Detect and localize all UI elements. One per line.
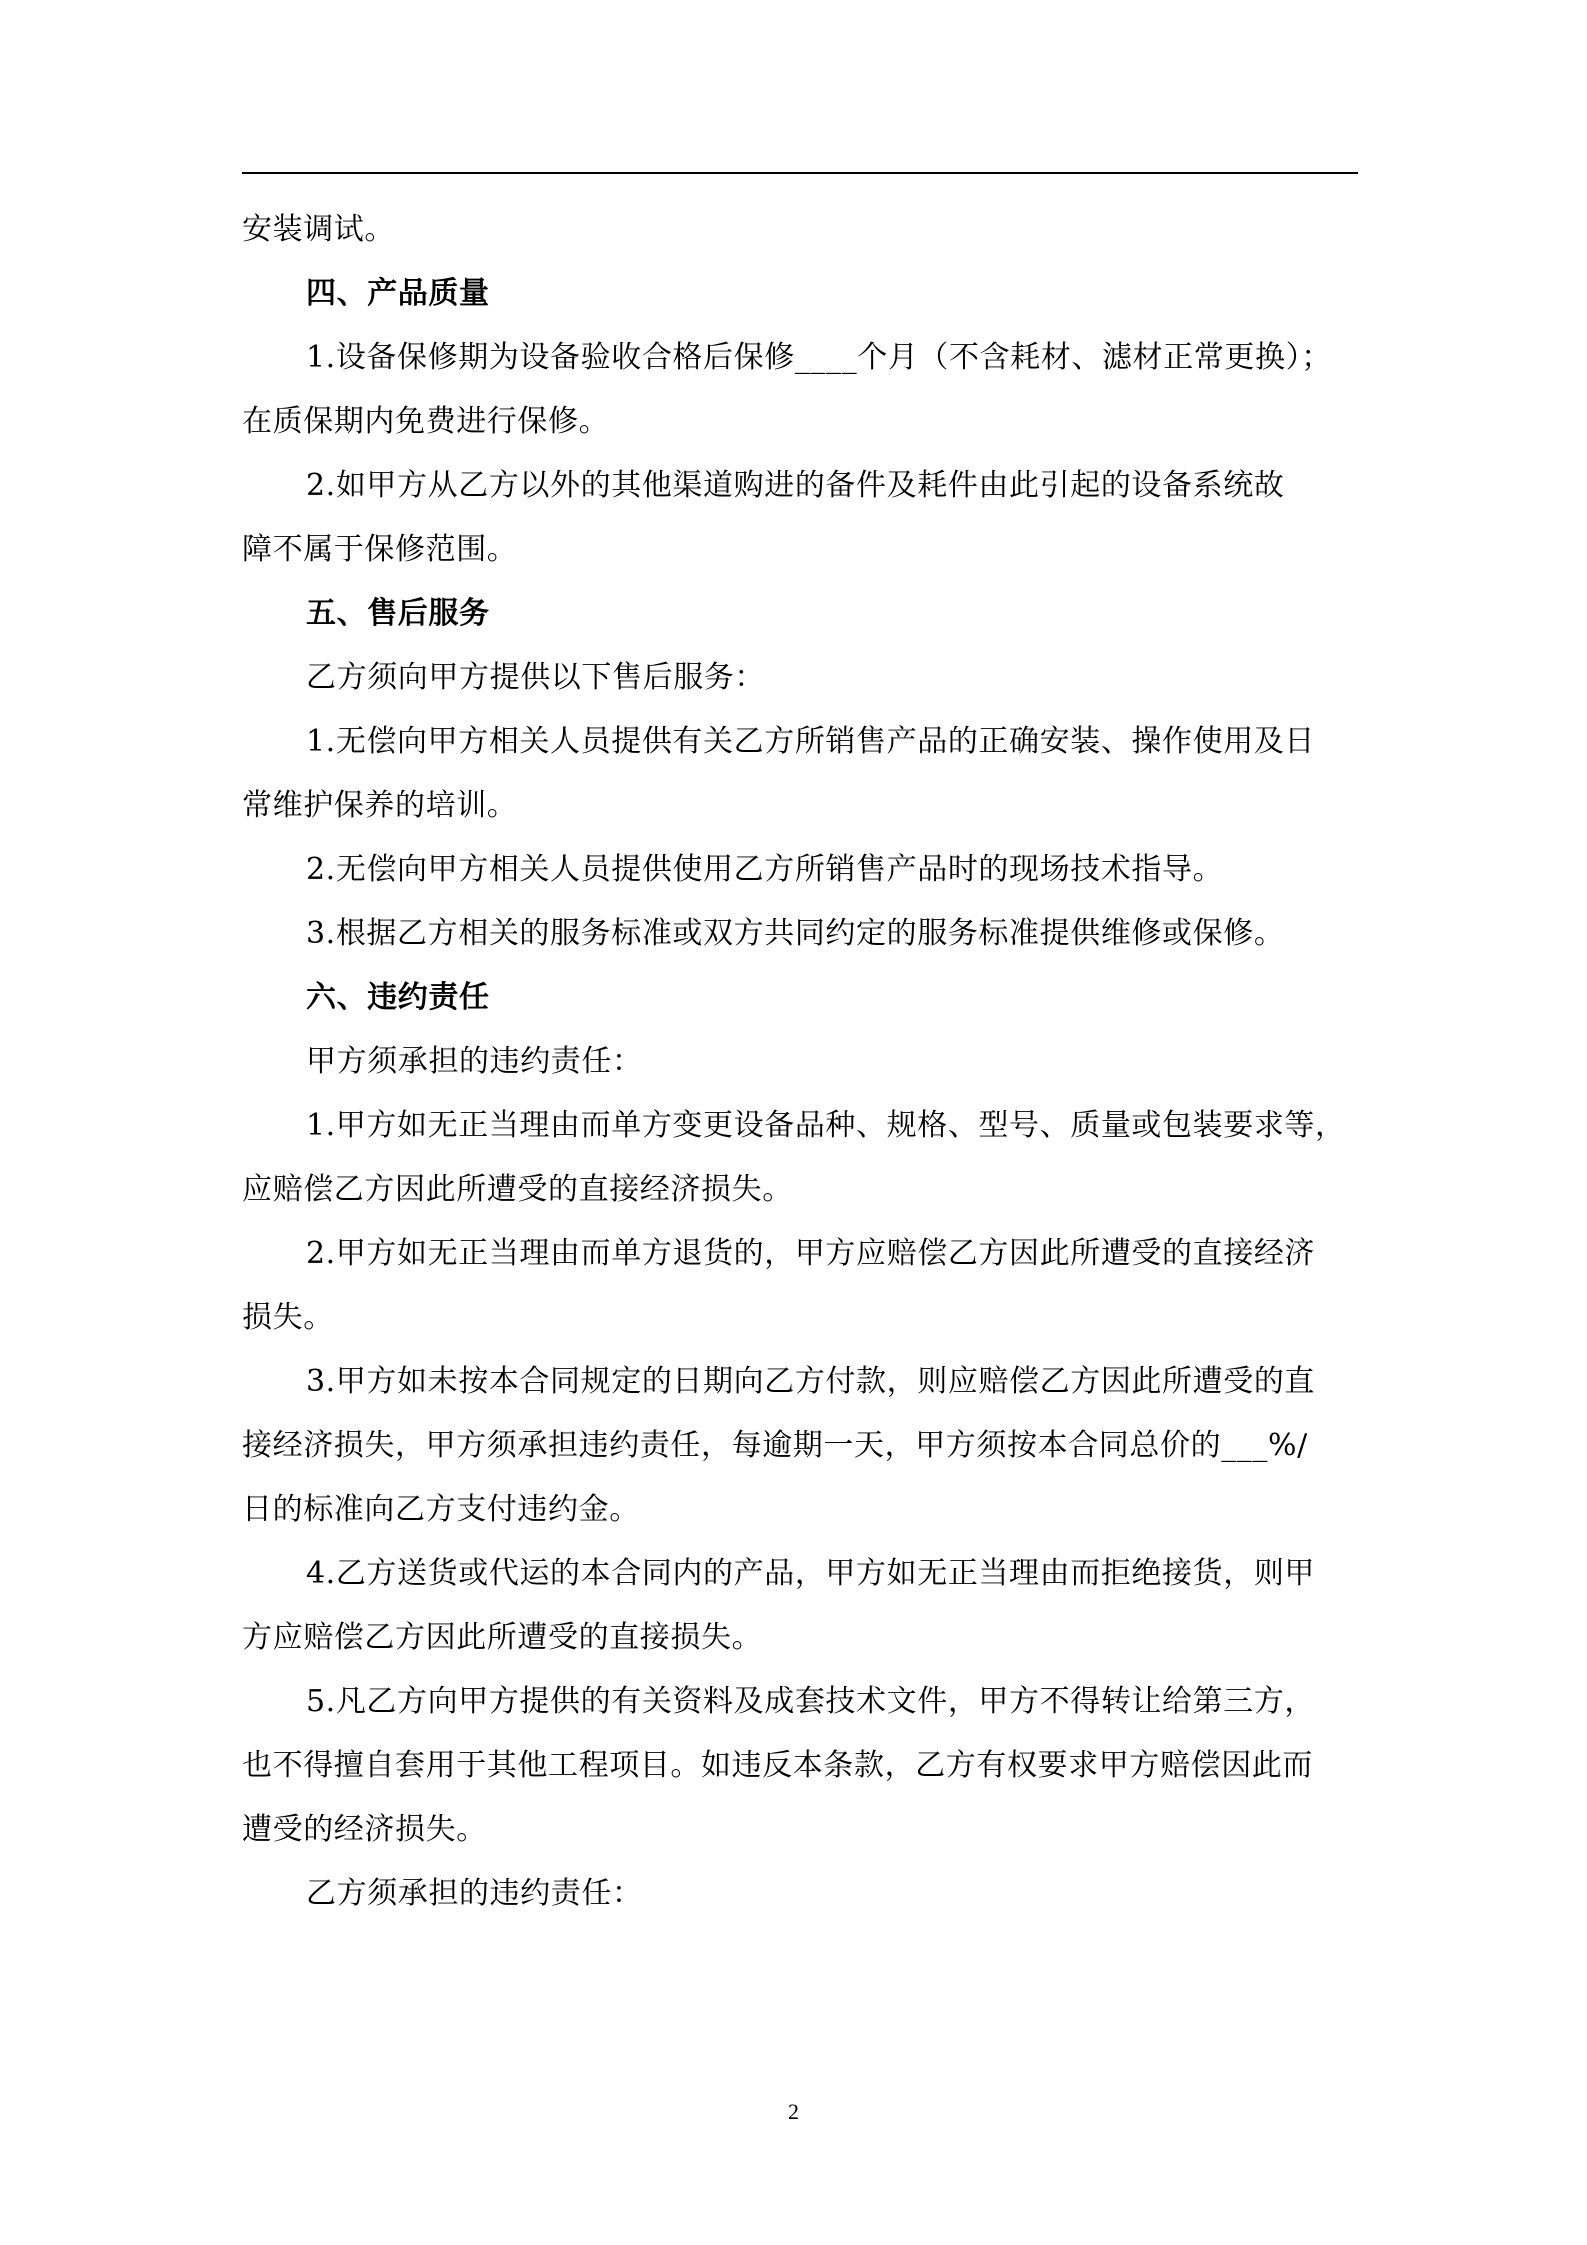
document-body: [242, 198, 1358, 1926]
paragraph-line: 在质保期内免费进行保修。: [242, 404, 610, 439]
paragraph-line: 2.甲方如无正当理由而单方退货的，甲方应赔偿乙方因此所遭受的直接经济: [306, 1236, 1316, 1271]
paragraph-line: 安装调试。: [242, 212, 395, 247]
paragraph-line: 遭受的经济损失。: [242, 1812, 487, 1847]
section-heading-liability: 六、违约责任: [306, 980, 490, 1015]
paragraph-line: 3.甲方如未按本合同规定的日期向乙方付款，则应赔偿乙方因此所遭受的直: [306, 1364, 1316, 1399]
page-number: 2: [788, 2099, 799, 2124]
paragraph-line: 4.乙方送货或代运的本合同内的产品，甲方如无正当理由而拒绝接货，则甲: [306, 1556, 1316, 1591]
paragraph-line: 常维护保养的培训。: [242, 788, 518, 823]
paragraph-line: 1.无偿向甲方相关人员提供有关乙方所销售产品的正确安装、操作使用及日: [306, 724, 1316, 759]
paragraph-line: 乙方须向甲方提供以下售后服务：: [306, 660, 765, 695]
paragraph-line: 接经济损失，甲方须承担违约责任，每逾期一天，甲方须按本合同总价的___%/: [242, 1428, 1308, 1463]
paragraph-line: 3.根据乙方相关的服务标准或双方共同约定的服务标准提供维修或保修。: [306, 916, 1285, 951]
paragraph-line: 损失。: [242, 1300, 334, 1335]
paragraph-line: 甲方须承担的违约责任：: [306, 1044, 643, 1079]
paragraph-line: 1.甲方如无正当理由而单方变更设备品种、规格、型号、质量或包装要求等，: [306, 1108, 1346, 1143]
paragraph-line: 1.设备保修期为设备验收合格后保修____个月（不含耗材、滤材正常更换）；: [306, 340, 1332, 375]
paragraph-line: 方应赔偿乙方因此所遭受的直接损失。: [242, 1620, 763, 1655]
paragraph-line: 应赔偿乙方因此所遭受的直接经济损失。: [242, 1172, 793, 1207]
paragraph-line: 2.如甲方从乙方以外的其他渠道购进的备件及耗件由此引起的设备系统故: [306, 468, 1285, 503]
header-rule: [242, 172, 1358, 174]
paragraph-line: 也不得擅自套用于其他工程项目。如违反本条款，乙方有权要求甲方赔偿因此而: [242, 1748, 1313, 1783]
paragraph-line: 日的标准向乙方支付违约金。: [242, 1492, 640, 1527]
section-heading-product-quality: 四、产品质量: [306, 276, 490, 311]
paragraph-line: 障不属于保修范围。: [242, 532, 518, 567]
paragraph-line: 乙方须承担的违约责任：: [306, 1876, 643, 1911]
paragraph-line: 5.凡乙方向甲方提供的有关资料及成套技术文件，甲方不得转让给第三方，: [306, 1684, 1316, 1719]
section-heading-after-sales: 五、售后服务: [306, 596, 490, 631]
paragraph-line: 2.无偿向甲方相关人员提供使用乙方所销售产品时的现场技术指导。: [306, 852, 1224, 887]
